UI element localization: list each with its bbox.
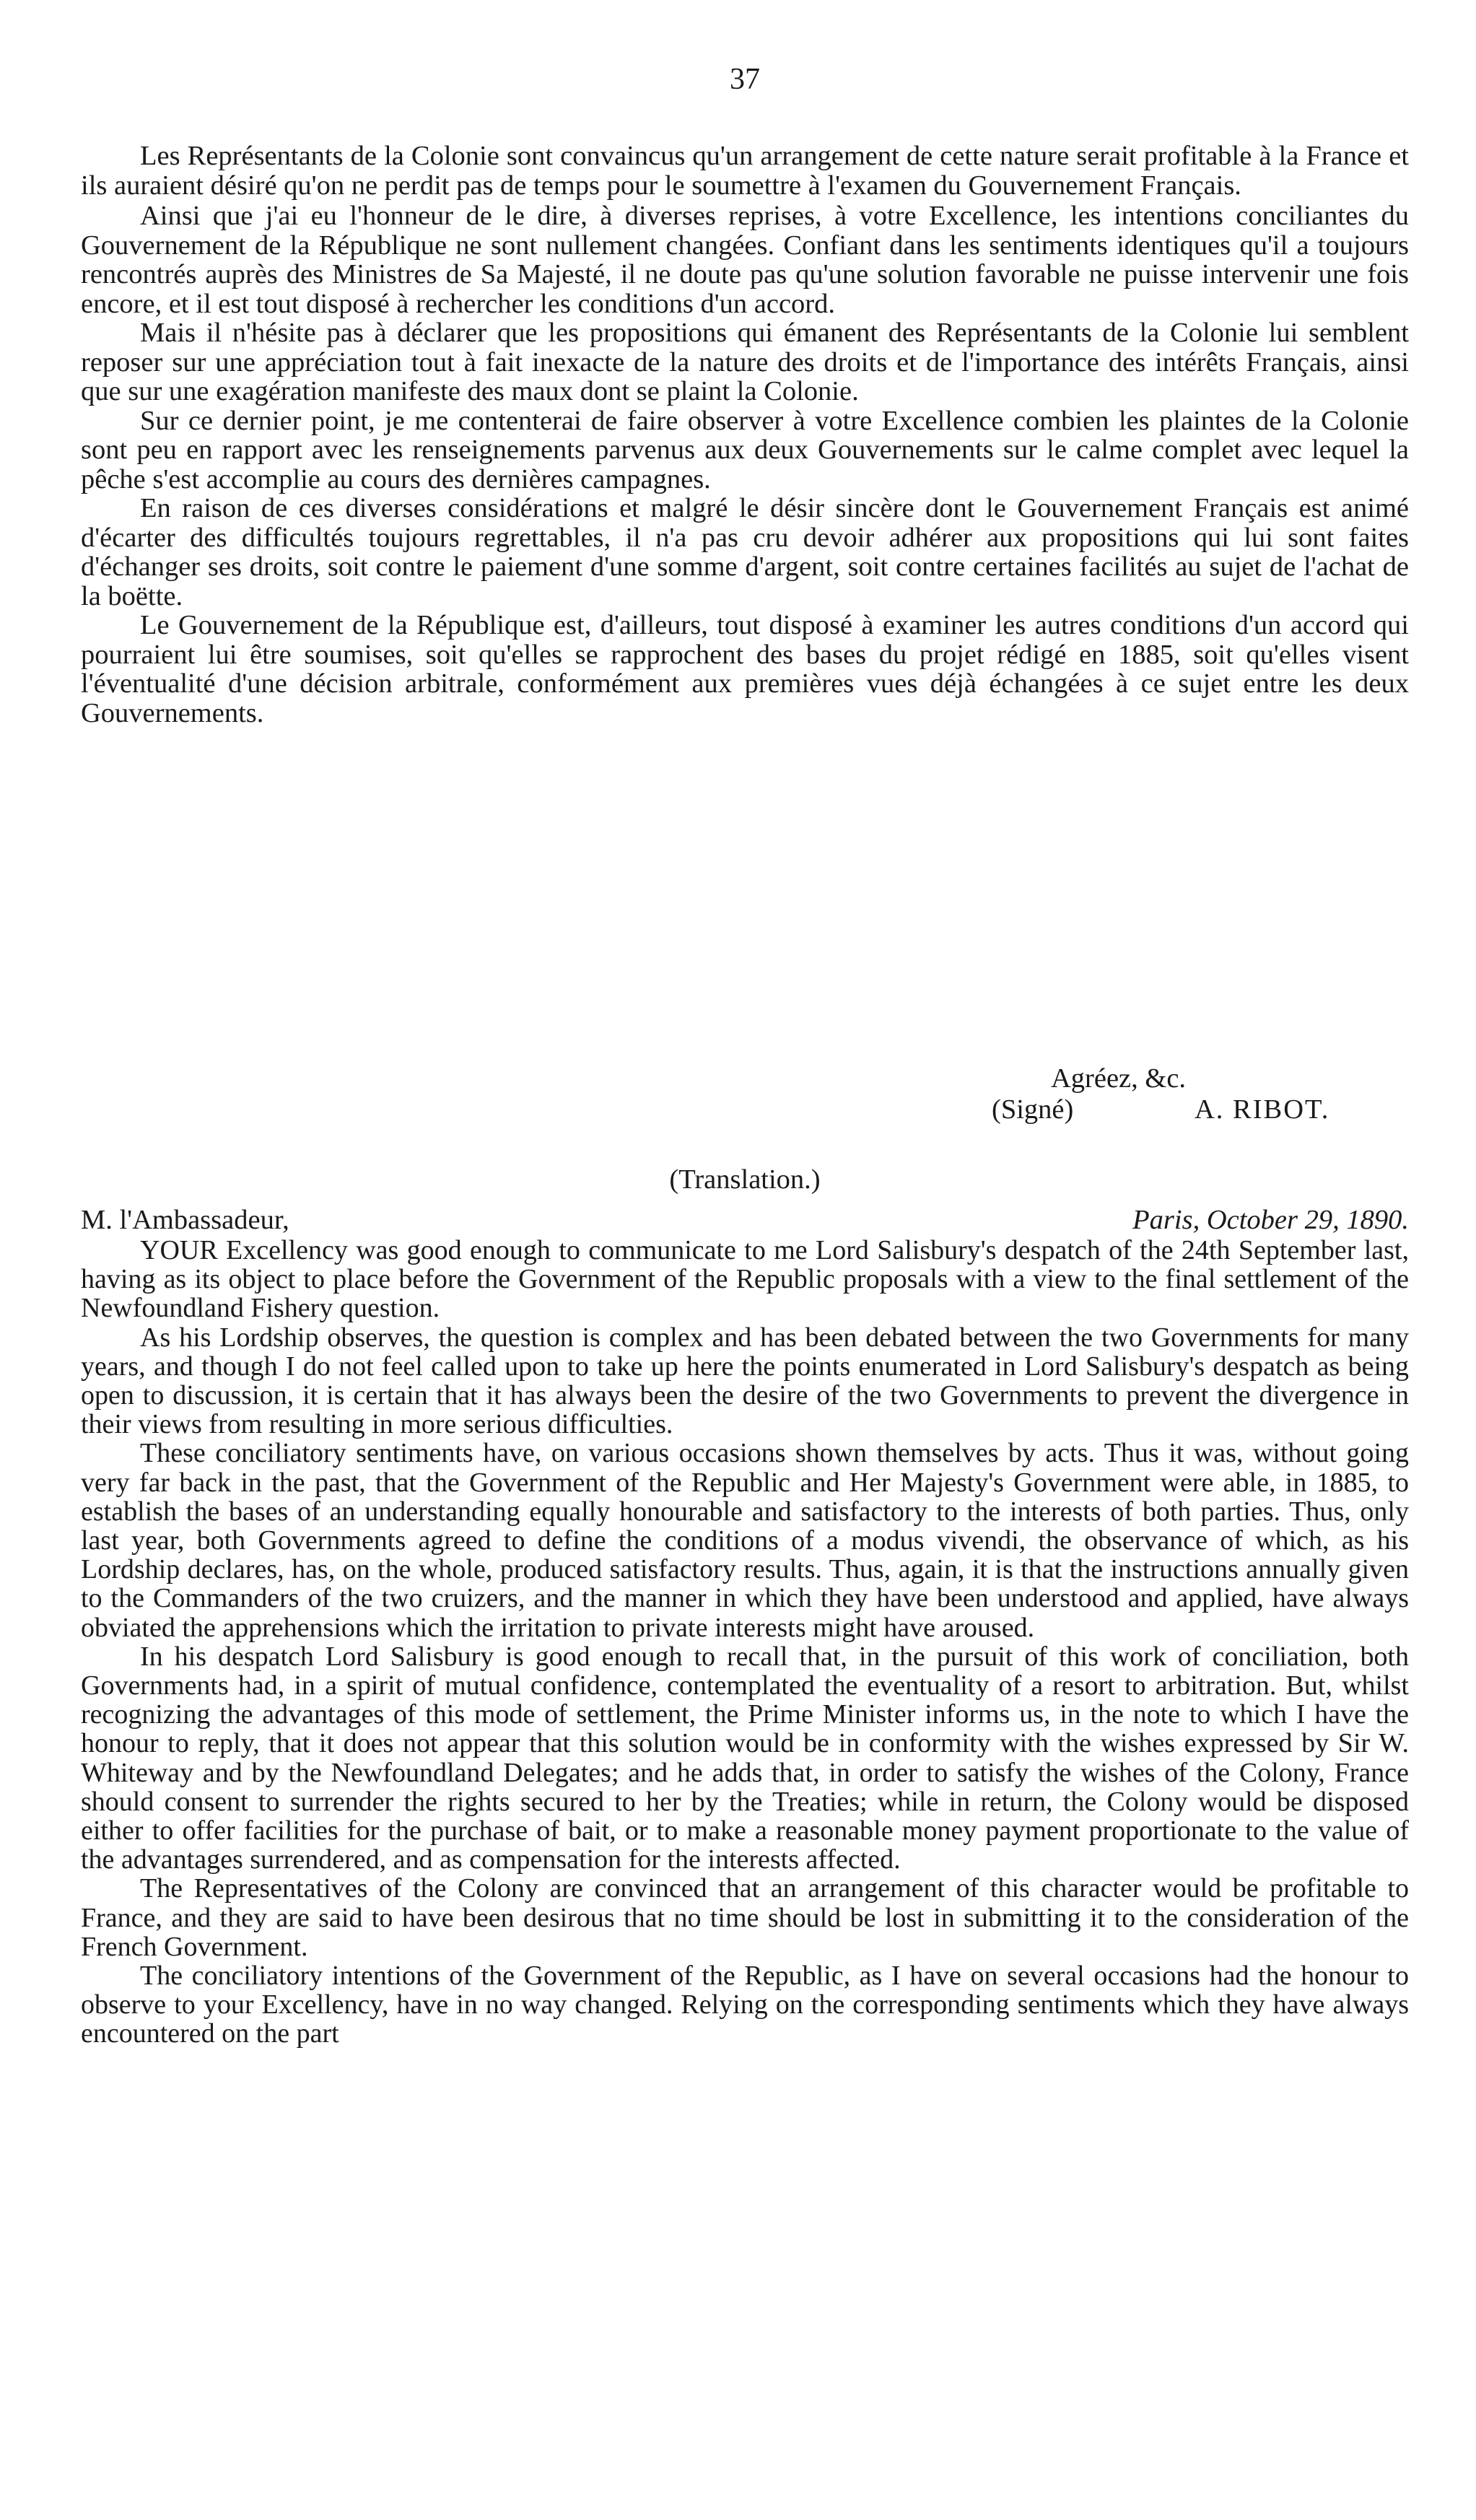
english-opening-text: Excellency was good enough to communicate to me Lord Salisbury's despatch of the 24th September last, having as its object to place before the Government of the Republic proposals with a view to the final settlement of the Newfoundland Fishery question. (81, 1235, 1409, 1324)
english-paragraph-3: These conciliatory sentiments have, on various occasions shown themselves by acts. Thus it was, without going very far back in the past, that the Government of the Republic and Her Majesty's Government were able, in 1885, to establish the bases of an understanding equally honourable and satisfactory to the interests of both parties. Thus, only last year, both Governments agreed to define the conditions of a modus vivendi, the observance of which, as his Lordship declares, has, on the whole, produced satisfactory results. Thus, again, it is that the instructions annually given to the Commanders of the two cruizers, and the manner in which they have been understood and applied, have always obviated the apprehensions which the irritation to private interests might have aroused. (81, 1438, 1409, 1643)
english-paragraph-1 (81, 1236, 1409, 1323)
english-paragraph-5: The Representatives of the Colony are convinced that an arrangement of this character would be profitable to France, and they are said to have been desirous that no time should be lost in submitting it to the consideration of the French Government. (81, 1873, 1409, 1962)
signatory-name: A. RIBOT. (1195, 1094, 1330, 1125)
english-opening-word: YOUR (140, 1235, 218, 1265)
english-paragraph-6: The conciliatory intentions of the Government of the Republic, as I have on several occasions had the honour to observe to your Excellency, have in no way changed. Relying on the corresponding sentiments which they have always encountered on the part (81, 1961, 1409, 2049)
translation-heading: (Translation.) (669, 1164, 821, 1195)
french-letter-body (81, 141, 1409, 728)
english-paragraph-2: As his Lordship observes, the question is complex and has been debated between the two Governments for many years, and though I do not feel called upon to take up here the points enumerated in Lord Salisbury's despatch as being open to discussion, it is certain that it has always been the desire of the two Governments to prevent the divergence in their views from resulting in more serious difficulties. (81, 1322, 1409, 1440)
english-paragraph-4: In his despatch Lord Salisbury is good enough to recall that, in the pursuit of this work of conciliation, both Governments had, in a spirit of mutual confidence, contemplated the eventuality of a resort to arbitration. But, whilst recognizing the advantages of this mode of settlement, the Prime Minister informs us, in the note to which I have the honour to reply, that it does not appear that this solution would be in conformity with the wishes expressed by Sir W. Whiteway and by the Newfoundland Delegates; and he adds that, in order to satisfy the wishes of the Colony, France should consent to surrender the rights secured to her by the Treaties; while in return, the Colony would be disposed either to offer facilities for the purchase of bait, or to make a reasonable money payment proportionate to the value of the advantages surrendered, and as compensation for the interests affected. (81, 1641, 1409, 1875)
place-date: Paris, October 29, 1890. (1132, 1205, 1409, 1235)
french-paragraph-6: Le Gouvernement de la République est, d'ailleurs, tout disposé à examiner les autres conditions d'un accord qui pourraient lui être soumises, soit qu'elles se rapprochent des bases du projet rédigé en 1885, soit qu'elles visent l'éventualité d'une décision arbitrale, conformément aux premières vues déjà échangées à ce sujet entre les deux Gouvernements. (81, 610, 1409, 728)
salutation: M. l'Ambassadeur, (81, 1205, 289, 1235)
signed-label: (Signé) (992, 1094, 1074, 1125)
closing-text: Agréez, &c. (1051, 1063, 1187, 1094)
page-number: 37 (730, 63, 760, 96)
english-translation-body (81, 1236, 1409, 2049)
french-paragraph-1: Les Représentants de la Colonie sont convaincus qu'un arrangement de cette nature serait profitable à la France et ils auraient désiré qu'on ne perdit pas de temps pour le soumettre à l'examen du Gouvernement Français. (81, 141, 1409, 201)
french-paragraph-4: Sur ce dernier point, je me contenterai de faire observer à votre Excellence combien les plaintes de la Colonie sont peu en rapport avec les renseignements parvenus aux deux Gouvernements sur le calme complet avec lequel la pêche s'est accomplie au cours des dernières campagnes. (81, 405, 1409, 494)
french-paragraph-2: Ainsi que j'ai eu l'honneur de le dire, à diverses reprises, à votre Excellence, les intentions conciliantes du Gouvernement de la République ne sont nullement changées. Confiant dans les sentiments identiques qu'il a toujours rencontrés auprès des Ministres de Sa Majesté, il ne doute pas qu'une solution favorable ne puisse intervenir une fois encore, et il est tout disposé à rechercher les conditions d'un accord. (81, 201, 1409, 319)
french-paragraph-5: En raison de ces diverses considérations et malgré le désir sincère dont le Gouvernement Français est animé d'écarter des difficultés toujours regrettables, il n'a pas cru devoir adhérer aux propositions qui lui sont faites d'échanger ses droits, soit contre le paiement d'une somme d'argent, soit contre certaines facilités au sujet de l'achat de la boëtte. (81, 493, 1409, 611)
french-paragraph-3: Mais il n'hésite pas à déclarer que les propositions qui émanent des Représentants de la Colonie lui semblent reposer sur une appréciation tout à fait inexacte de la nature des droits et de l'importance des intérêts Français, ainsi que sur une exagération manifeste des maux dont se plaint la Colonie. (81, 318, 1409, 406)
